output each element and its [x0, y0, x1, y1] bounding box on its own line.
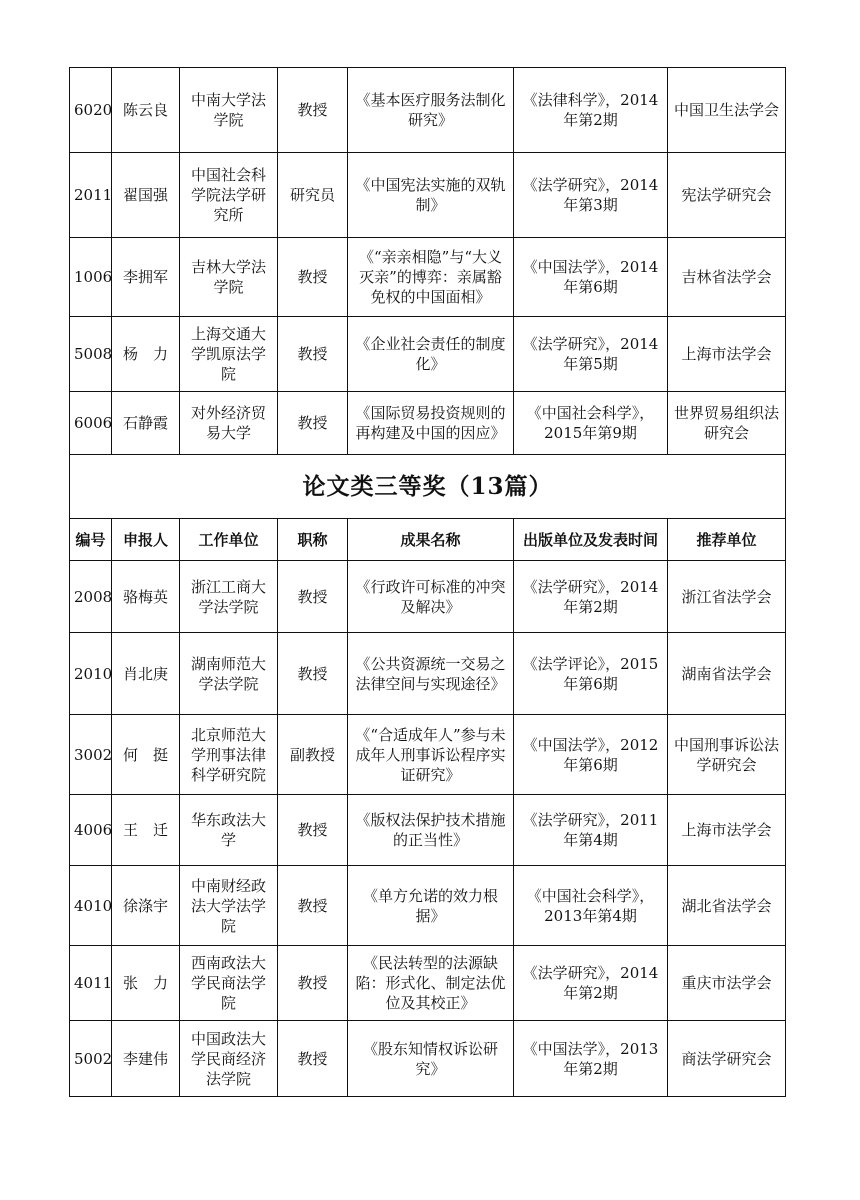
row-id: 5008 — [70, 317, 112, 392]
row-title: 《基本医疗服务法制化研究》 — [348, 68, 514, 153]
table-row — [70, 1021, 786, 1097]
row-title: 《单方允诺的效力根据》 — [348, 866, 514, 946]
row-name: 何 挺 — [112, 715, 180, 795]
table-row — [70, 946, 786, 1021]
row-pub: 《法学研究》，2011年第4期 — [514, 795, 668, 866]
row-title: 《民法转型的法源缺陷：形式化、制定法优位及其校正》 — [348, 946, 514, 1021]
row-title: 《企业社会责任的制度化》 — [348, 317, 514, 392]
table-row — [70, 633, 786, 715]
row-rank: 教授 — [278, 946, 348, 1021]
row-pub: 《中国法学》，2014年第6期 — [514, 238, 668, 317]
row-title: 《版权法保护技术措施的正当性》 — [348, 795, 514, 866]
row-rec: 中国刑事诉讼法学研究会 — [668, 715, 786, 795]
row-pub: 《中国社会科学》，2015年第9期 — [514, 392, 668, 455]
table-row — [70, 715, 786, 795]
header-id: 编号 — [70, 519, 112, 561]
row-id: 4010 — [70, 866, 112, 946]
table-row — [70, 392, 786, 455]
row-rank: 副教授 — [278, 715, 348, 795]
row-unit: 中国社会科学院法学研究所 — [180, 153, 278, 238]
row-rank: 教授 — [278, 633, 348, 715]
table-row — [70, 238, 786, 317]
row-unit: 上海交通大学凯原法学院 — [180, 317, 278, 392]
row-rec: 浙江省法学会 — [668, 561, 786, 633]
row-rec: 商法学研究会 — [668, 1021, 786, 1097]
row-unit: 湖南师范大学法学院 — [180, 633, 278, 715]
row-rank: 教授 — [278, 1021, 348, 1097]
row-pub: 《中国社会科学》，2013年第4期 — [514, 866, 668, 946]
row-pub: 《中国法学》，2012年第6期 — [514, 715, 668, 795]
table-row — [70, 153, 786, 238]
row-name: 骆梅英 — [112, 561, 180, 633]
row-unit: 西南政法大学民商法学院 — [180, 946, 278, 1021]
row-rec: 上海市法学会 — [668, 317, 786, 392]
row-rec: 重庆市法学会 — [668, 946, 786, 1021]
awards-table — [69, 67, 786, 1097]
row-name: 李拥军 — [112, 238, 180, 317]
header-title: 成果名称 — [348, 519, 514, 561]
row-name: 杨 力 — [112, 317, 180, 392]
row-id: 6006 — [70, 392, 112, 455]
row-name: 肖北庚 — [112, 633, 180, 715]
row-pub: 《中国法学》，2013年第2期 — [514, 1021, 668, 1097]
row-id: 4011 — [70, 946, 112, 1021]
row-id: 4006 — [70, 795, 112, 866]
table-row — [70, 68, 786, 153]
row-rec: 湖北省法学会 — [668, 866, 786, 946]
row-pub: 《法律科学》，2014年第2期 — [514, 68, 668, 153]
row-id: 6020 — [70, 68, 112, 153]
row-id: 2010 — [70, 633, 112, 715]
header-unit: 工作单位 — [180, 519, 278, 561]
row-name: 张 力 — [112, 946, 180, 1021]
section-title: 论文类三等奖（13篇） — [70, 455, 786, 519]
row-rank: 教授 — [278, 317, 348, 392]
row-pub: 《法学研究》，2014年第2期 — [514, 561, 668, 633]
row-rec: 世界贸易组织法研究会 — [668, 392, 786, 455]
header-name: 申报人 — [112, 519, 180, 561]
row-name: 王 迁 — [112, 795, 180, 866]
row-rec: 湖南省法学会 — [668, 633, 786, 715]
row-rec: 宪法学研究会 — [668, 153, 786, 238]
header-rank: 职称 — [278, 519, 348, 561]
row-unit: 浙江工商大学法学院 — [180, 561, 278, 633]
row-rec: 上海市法学会 — [668, 795, 786, 866]
row-rank: 教授 — [278, 238, 348, 317]
row-pub: 《法学研究》，2014年第2期 — [514, 946, 668, 1021]
table-row — [70, 795, 786, 866]
row-title: 《公共资源统一交易之法律空间与实现途径》 — [348, 633, 514, 715]
row-unit: 吉林大学法学院 — [180, 238, 278, 317]
row-title: 《“亲亲相隐”与“大义灭亲”的博弈：亲属豁免权的中国面相》 — [348, 238, 514, 317]
row-title: 《股东知情权诉讼研究》 — [348, 1021, 514, 1097]
row-id: 2011 — [70, 153, 112, 238]
top-table-body — [70, 68, 786, 455]
row-rec: 吉林省法学会 — [668, 238, 786, 317]
row-unit: 华东政法大学 — [180, 795, 278, 866]
row-id: 1006 — [70, 238, 112, 317]
row-unit: 中南财经政法大学法学院 — [180, 866, 278, 946]
row-name: 陈云良 — [112, 68, 180, 153]
section-heading — [70, 455, 786, 561]
row-rank: 教授 — [278, 561, 348, 633]
row-unit: 北京师范大学刑事法律科学研究院 — [180, 715, 278, 795]
header-pub: 出版单位及发表时间 — [514, 519, 668, 561]
bottom-table-body — [70, 561, 786, 1097]
row-rank: 教授 — [278, 795, 348, 866]
table-row — [70, 866, 786, 946]
row-name: 徐涤宇 — [112, 866, 180, 946]
row-pub: 《法学研究》，2014年第3期 — [514, 153, 668, 238]
row-id: 5002 — [70, 1021, 112, 1097]
row-title: 《中国宪法实施的双轨制》 — [348, 153, 514, 238]
row-pub: 《法学评论》，2015年第6期 — [514, 633, 668, 715]
row-name: 石静霞 — [112, 392, 180, 455]
header-row — [70, 519, 786, 561]
row-unit: 中国政法大学民商经济法学院 — [180, 1021, 278, 1097]
row-id: 3002 — [70, 715, 112, 795]
row-rank: 教授 — [278, 392, 348, 455]
row-name: 李建伟 — [112, 1021, 180, 1097]
row-title: 《国际贸易投资规则的再构建及中国的因应》 — [348, 392, 514, 455]
row-rec: 中国卫生法学会 — [668, 68, 786, 153]
row-id: 2008 — [70, 561, 112, 633]
table-row — [70, 317, 786, 392]
row-rank: 教授 — [278, 68, 348, 153]
row-name: 翟国强 — [112, 153, 180, 238]
row-title: 《行政许可标准的冲突及解决》 — [348, 561, 514, 633]
row-unit: 中南大学法学院 — [180, 68, 278, 153]
row-title: 《“合适成年人”参与未成年人刑事诉讼程序实证研究》 — [348, 715, 514, 795]
table-row — [70, 561, 786, 633]
row-unit: 对外经济贸易大学 — [180, 392, 278, 455]
row-rank: 研究员 — [278, 153, 348, 238]
row-pub: 《法学研究》，2014年第5期 — [514, 317, 668, 392]
header-rec: 推荐单位 — [668, 519, 786, 561]
row-rank: 教授 — [278, 866, 348, 946]
